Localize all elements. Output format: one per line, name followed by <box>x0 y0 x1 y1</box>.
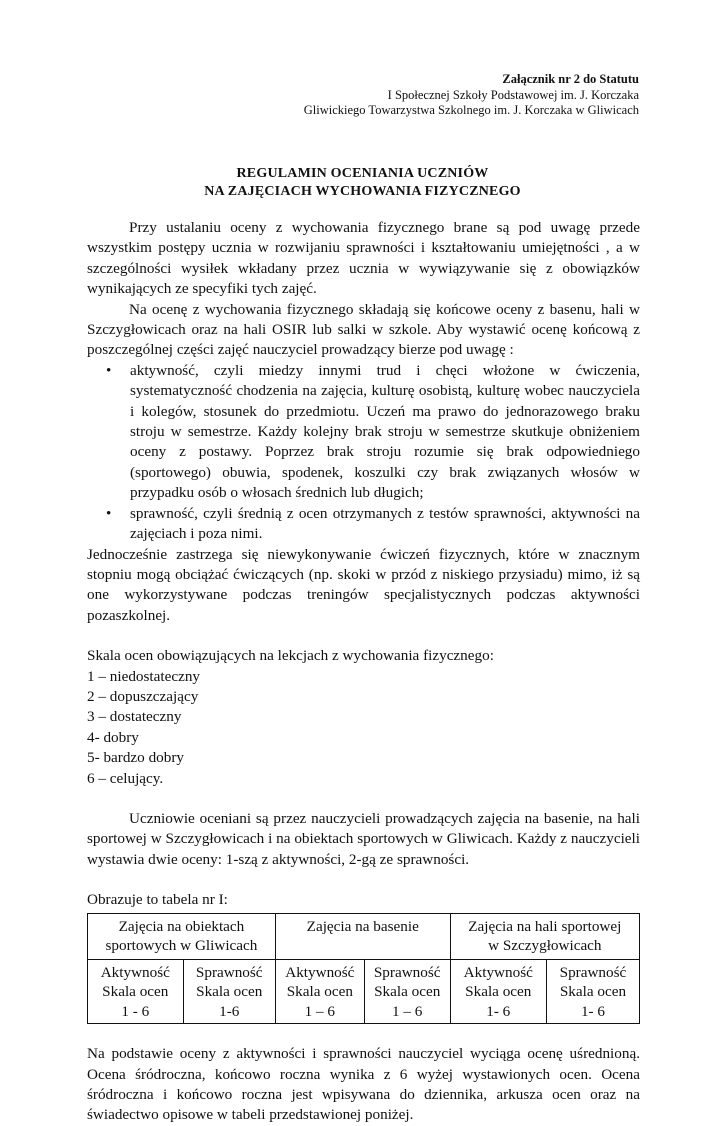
grade-item: 1 – niedostateczny <box>87 667 201 685</box>
table-header-cell: Zajęcia na obiektach sportowych w Gliwicach <box>88 913 276 959</box>
grade-item: 4- dobry <box>87 728 139 746</box>
grade-scale-heading: Skala ocen obowiązujących na lekcjach z wychowania fizycznego: <box>87 647 494 665</box>
title-line-2: NA ZAJĘCIACH WYCHOWANIA FIZYCZNEGO <box>204 184 521 199</box>
table-cell: Aktywność Skala ocen 1- 6 <box>450 959 546 1024</box>
criteria-list <box>87 361 640 545</box>
list-item <box>106 504 640 545</box>
table-header-cell: Zajęcia na hali sportowej w Szczygłowicach <box>450 913 639 959</box>
table-cell: Aktywność Skala ocen 1 - 6 <box>88 959 184 1024</box>
list-item <box>106 361 640 504</box>
final-paragraph: Na podstawie oceny z aktywności i sprawności nauczyciel wyciąga ocenę uśrednioną. Ocena śródroczna, końcowo roczna wynika z 6 wyżej wystawionych ocen. Ocena śródroczna i końcowo roczna jest wpisywana do dziennika, arkusza ocen oraz na świadectwo opisowe w tabeli przedstawionej poniżej. <box>87 1045 640 1124</box>
table-row <box>88 959 640 1024</box>
grade-item: 3 – dostateczny <box>87 708 182 726</box>
table-cell: Aktywność Skala ocen 1 – 6 <box>275 959 364 1024</box>
grade-item: 5- bardzo dobry <box>87 749 184 767</box>
table-cell: Sprawność Skala ocen 1- 6 <box>546 959 639 1024</box>
grade-item: 6 – celujący. <box>87 769 164 787</box>
bullet-icon: • <box>106 361 112 379</box>
grades-table <box>87 913 640 1025</box>
teachers-paragraph: Uczniowie oceniani są przez nauczycieli prowadzących zajęcia na basenie, na hali sportowej w Szczygłowicach i na obiektach sportowych w Gliwicach. Każdy z nauczycieli wystawia dwie oceny: 1-szą z aktywności, 2-gą ze sprawności. <box>87 809 640 868</box>
table-header-cell: Zajęcia na basenie <box>275 913 450 959</box>
bullet-icon: • <box>106 504 112 522</box>
society-name: Gliwickiego Towarzystwa Szkolnego im. J. Korczaka w Gliwicach <box>303 103 639 117</box>
school-name: I Społecznej Szkoły Podstawowej im. J. Korczaka <box>387 87 639 102</box>
exercise-note: Jednocześnie zastrzega się niewykonywanie ćwiczeń fizycznych, które w znacznym stopniu mogą obciążać ćwiczących (np. skoki w przód z niskiego przysiadu) mimo, iż są one wykorzystywane podczas treningów specjalistycznych podczas aktywności pozaszkolnej. <box>87 545 640 624</box>
list-item-text: aktywność, czyli miedzy innymi trud i chęci włożone w ćwiczenia, systematyczność chodzenia na zajęcia, kulturę osobistą, kulturę wobec nauczyciela i kolegów, stosunek do przedmiotu. Uczeń ma prawo do jednorazowego braku stroju w semestrze. Każdy kolejny brak stroju w semestrze skutkuje obniżeniem oceny z postawy. Poprzez brak stroju rozumie się brak odpowiedniego (sportowego) obuwia, spodenek, koszulki czy brak związanych włosów w przypadku osób o włosach średnich lub długich; <box>130 361 640 502</box>
title-line-1: REGULAMIN OCENIANIA UCZNIÓW <box>236 166 489 181</box>
table-cell: Sprawność Skala ocen 1-6 <box>183 959 275 1024</box>
grade-scale <box>87 646 640 789</box>
document-body <box>87 218 640 1126</box>
list-item-text: sprawność, czyli średnią z ocen otrzymanych z testów sprawności, aktywności na zajęciach i poza nimi. <box>130 504 640 543</box>
table-header-row <box>88 913 640 959</box>
attachment-label: Załącznik nr 2 do Statutu <box>502 72 639 86</box>
attachment-header <box>304 72 639 119</box>
table-intro: Obrazuje to tabela nr I: <box>87 891 228 909</box>
intro-paragraph-2: Na ocenę z wychowania fizycznego składają się końcowe oceny z basenu, hali w Szczygłowicach oraz na hali OSIR lub salki w szkole. Aby wystawić ocenę końcową z poszczególnej części zajęć nauczyciel prowadzący bierze pod uwagę : <box>87 300 640 359</box>
grade-item: 2 – dopuszczający <box>87 687 199 705</box>
table-cell: Sprawność Skala ocen 1 – 6 <box>364 959 450 1024</box>
intro-paragraph-1: Przy ustalaniu oceny z wychowania fizycznego brane są pod uwagę przede wszystkim postępy ucznia w rozwijaniu sprawności i kształtowaniu umiejętności , a w szczególności wysiłek wkładany przez ucznia w wywiązywanie się z obowiązków wynikających ze specyfiki tych zajęć. <box>87 219 640 298</box>
document-title <box>0 165 725 201</box>
